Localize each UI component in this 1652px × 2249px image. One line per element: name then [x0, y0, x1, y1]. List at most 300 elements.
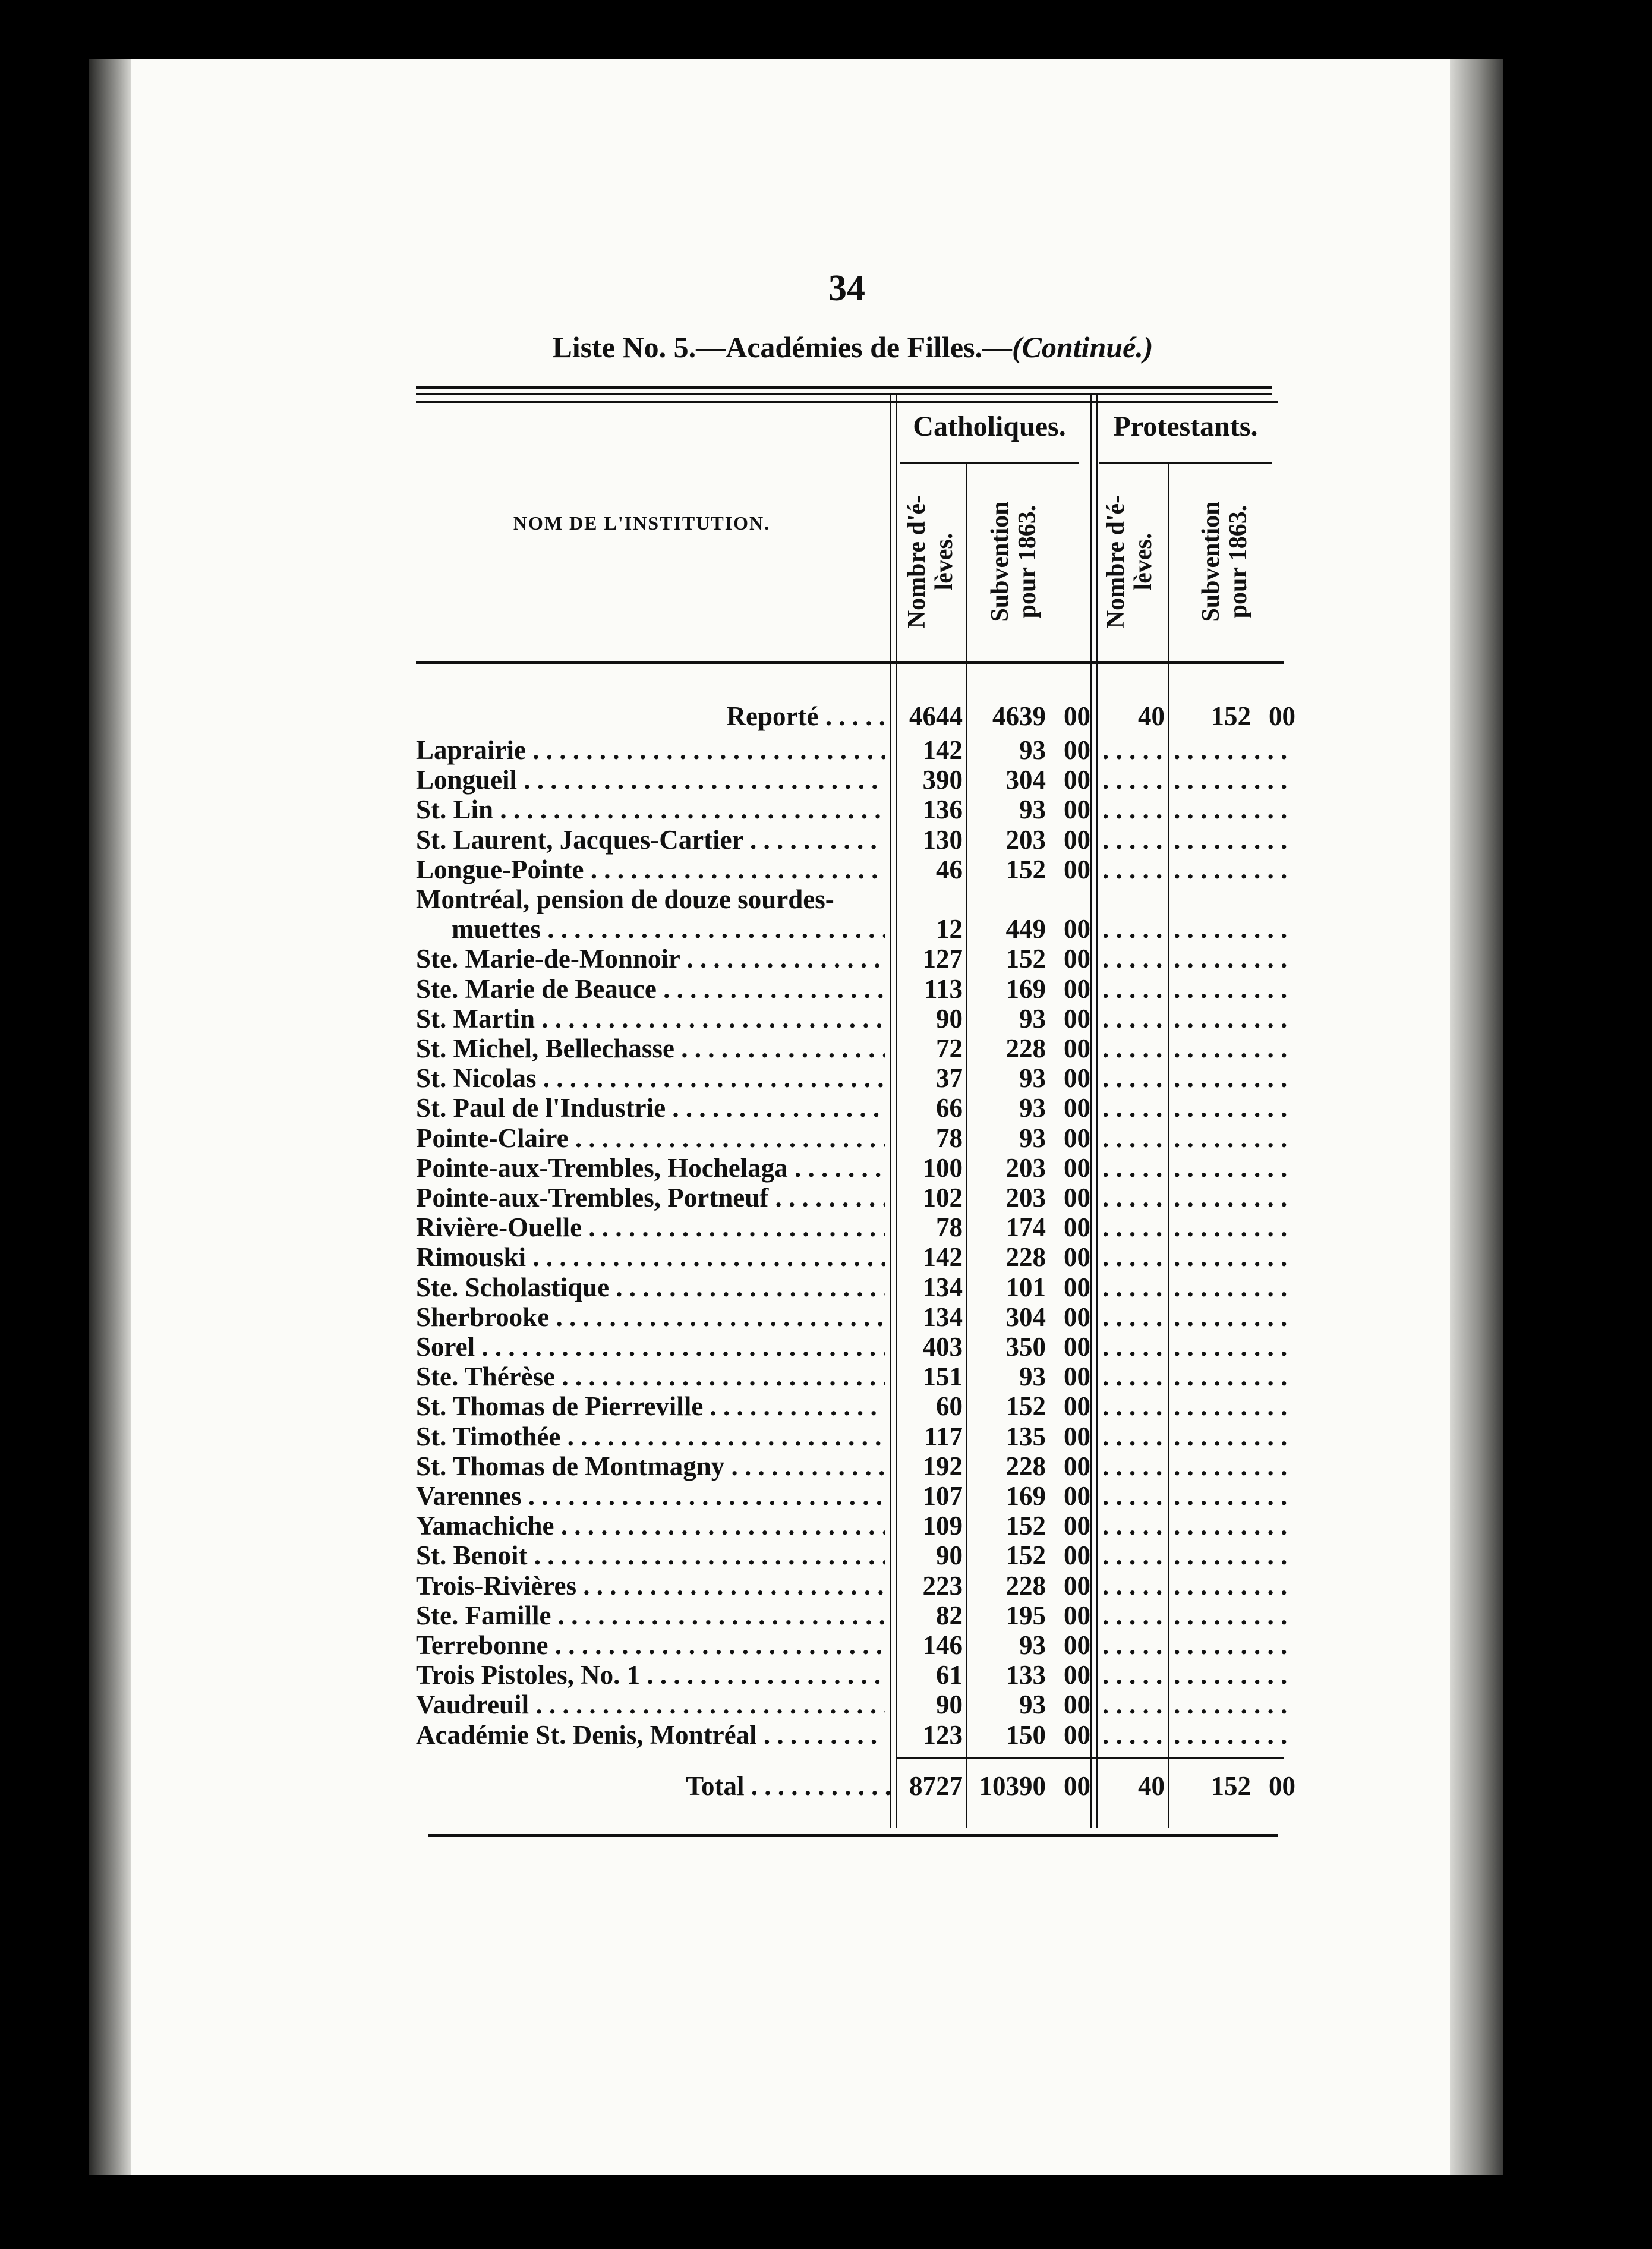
header-bottom-rule: [416, 661, 1284, 664]
list-title-continued: (Continué.): [1011, 330, 1153, 364]
prot-subvention-dots: [1174, 735, 1290, 765]
table-row: [0, 795, 1652, 824]
reporte-prot-subvention: 152: [1210, 701, 1251, 731]
prot-subvention-dots: [1174, 825, 1290, 855]
prot-nombre-dots: [1102, 1720, 1165, 1750]
cat-nombre: 90: [936, 1541, 963, 1570]
table-row: [0, 1541, 1652, 1570]
prot-subvention-dots: [1174, 1481, 1290, 1511]
table-row: [0, 1093, 1652, 1123]
cat-nombre: 61: [936, 1660, 963, 1690]
leader-dots: [788, 1153, 885, 1183]
top-rule-3: [416, 401, 1278, 403]
institution-name: [416, 855, 885, 884]
prot-nombre-dots: [1102, 1422, 1165, 1451]
institution-name-text: Ste. Thérèse: [416, 1362, 556, 1391]
table-row: [0, 1242, 1652, 1272]
cat-cents: 00: [1064, 795, 1090, 824]
cat-subvention: 93: [1019, 1362, 1046, 1391]
cat-nombre: 151: [922, 1362, 963, 1391]
prot-nombre-dots: [1102, 1004, 1165, 1034]
institution-name: [416, 914, 885, 944]
cat-nombre: 390: [922, 765, 963, 795]
prot-subvention-dots: [1174, 914, 1290, 944]
institution-name-text: Sorel: [416, 1332, 475, 1362]
cat-subvention: 228: [1005, 1242, 1046, 1272]
prot-subvention-dots: [1174, 1212, 1290, 1242]
cat-nombre: 72: [936, 1034, 963, 1063]
institution-name-text: Ste. Famille: [416, 1601, 551, 1630]
prot-nombre-dots: [1102, 1183, 1165, 1212]
institution-name: [416, 1690, 885, 1719]
institution-name-text: St. Lin: [416, 795, 494, 824]
table-row: [0, 765, 1652, 795]
reporte-cat-cents: 00: [1064, 701, 1090, 731]
prot-nombre-dots: [1102, 1391, 1165, 1421]
prot-nombre-dots: [1102, 1630, 1165, 1660]
leader-dots: [554, 1511, 885, 1541]
institution-name: [416, 1362, 885, 1391]
prot-nombre-dots: [1102, 1690, 1165, 1719]
institution-name: [416, 884, 885, 914]
page-number: 34: [828, 268, 865, 308]
cat-cents: 00: [1064, 1720, 1090, 1750]
cat-cents: 00: [1064, 1093, 1090, 1123]
header-prot-subvention: [1197, 484, 1257, 639]
cat-subvention: 150: [1005, 1720, 1046, 1750]
header-cat-nombre-line2: lèves.: [931, 533, 958, 591]
leader-dots: [548, 1630, 885, 1660]
leader-dots: [757, 1720, 885, 1750]
prot-nombre-dots: [1102, 1571, 1165, 1601]
cat-subvention: 228: [1005, 1034, 1046, 1063]
institution-name: [416, 1630, 885, 1660]
cat-subvention: 203: [1005, 825, 1046, 855]
header-protestants: Protestants.: [1113, 411, 1258, 442]
prot-subvention-dots: [1174, 1690, 1290, 1719]
cat-nombre: 134: [922, 1302, 963, 1332]
top-rule-2: [416, 393, 1272, 395]
list-title: [493, 330, 1212, 364]
prot-subvention-dots: [1174, 1153, 1290, 1183]
cat-cents: 00: [1064, 1630, 1090, 1660]
cat-nombre: 90: [936, 1004, 963, 1034]
total-cat-nombre: 8727: [909, 1771, 963, 1801]
institution-name: [416, 1212, 885, 1242]
table-row: [0, 735, 1652, 765]
total-prot-cents: 00: [1269, 1771, 1295, 1801]
cat-cents: 00: [1064, 1153, 1090, 1183]
cat-nombre: 142: [922, 735, 963, 765]
institution-name-text: St. Thomas de Montmagny: [416, 1451, 725, 1481]
institution-name-text: Ste. Marie de Beauce: [416, 974, 657, 1004]
prot-subvention-dots: [1174, 1451, 1290, 1481]
cat-cents: 00: [1064, 825, 1090, 855]
total-cat-subvention: 10390: [979, 1771, 1046, 1801]
prot-subvention-dots: [1174, 1362, 1290, 1391]
institution-name-text: Rivière-Ouelle: [416, 1212, 582, 1242]
institution-name-text: St. Nicolas: [416, 1063, 537, 1093]
prot-subvention-dots: [1174, 855, 1290, 884]
leader-dots: [560, 1422, 885, 1451]
leader-dots: [582, 1212, 885, 1242]
cat-nombre: 403: [922, 1332, 963, 1362]
institution-name-text: Vaudreuil: [416, 1690, 529, 1719]
cat-nombre: 66: [936, 1093, 963, 1123]
total-label-text: Total: [686, 1771, 745, 1801]
leader-dots: [541, 914, 885, 944]
cat-subvention: 93: [1019, 1004, 1046, 1034]
cat-nombre: 117: [923, 1422, 963, 1451]
institution-name-text: Trois Pistoles, No. 1: [416, 1660, 641, 1690]
prot-subvention-dots: [1174, 944, 1290, 974]
cat-cents: 00: [1064, 974, 1090, 1004]
institution-name: [416, 765, 885, 795]
prot-nombre-dots: [1102, 1451, 1165, 1481]
leader-dots: [674, 1034, 885, 1063]
prot-nombre-dots: [1102, 1034, 1165, 1063]
leader-dots: [493, 795, 885, 824]
prot-nombre-dots: [1102, 765, 1165, 795]
cat-cents: 00: [1064, 1422, 1090, 1451]
leader-dots: [555, 1362, 885, 1391]
header-prot-subvention-line1: Subvention: [1197, 501, 1225, 622]
prot-nombre-dots: [1102, 1362, 1165, 1391]
reporte-prot-nombre: 40: [1138, 701, 1165, 731]
table-row: [0, 1481, 1652, 1511]
institution-name-text: Pointe-aux-Trembles, Portneuf: [416, 1183, 769, 1212]
cat-nombre: 82: [936, 1601, 963, 1630]
cat-subvention: 304: [1005, 765, 1046, 795]
prot-subvention-dots: [1174, 974, 1290, 1004]
cat-cents: 00: [1064, 1362, 1090, 1391]
prot-subvention-dots: [1174, 1571, 1290, 1601]
cat-subvention: 135: [1005, 1422, 1046, 1451]
cat-nombre: 78: [936, 1123, 963, 1153]
institution-name-text: Pointe-Claire: [416, 1123, 569, 1153]
prot-subvention-dots: [1174, 1601, 1290, 1630]
institution-name: [416, 1004, 885, 1034]
institution-name: [416, 1093, 885, 1123]
table-row: [0, 1302, 1652, 1332]
cat-nombre: 142: [922, 1242, 963, 1272]
institution-name: [416, 825, 885, 855]
prot-nombre-dots: [1102, 1063, 1165, 1093]
prot-subvention-dots: [1174, 1332, 1290, 1362]
cat-nombre: 134: [922, 1272, 963, 1302]
prot-nombre-dots: [1102, 825, 1165, 855]
cat-nombre: 100: [922, 1153, 963, 1183]
prot-nombre-dots: [1102, 914, 1165, 944]
table-row: [0, 1660, 1652, 1690]
cat-nombre: 78: [936, 1212, 963, 1242]
leader-dots: [522, 1481, 885, 1511]
cat-cents: 00: [1064, 914, 1090, 944]
prot-nombre-dots: [1102, 944, 1165, 974]
header-cat-subvention-line2: pour 1863.: [1014, 505, 1041, 619]
cat-cents: 00: [1064, 1690, 1090, 1719]
prot-nombre-dots: [1102, 1242, 1165, 1272]
total-label-dots: . . . . . . . . . . .: [744, 1771, 891, 1801]
cat-subvention: 101: [1005, 1272, 1046, 1302]
prot-nombre-dots: [1102, 855, 1165, 884]
institution-name: [416, 1063, 885, 1093]
leader-dots: [680, 944, 885, 974]
prot-nombre-dots: [1102, 1153, 1165, 1183]
cat-cents: 00: [1064, 1212, 1090, 1242]
cat-subvention: 152: [1005, 944, 1046, 974]
institution-name: [416, 1034, 885, 1063]
cat-subvention: 169: [1005, 1481, 1046, 1511]
total-rule: [897, 1757, 1284, 1759]
institution-name-text: Terrebonne: [416, 1630, 548, 1660]
prot-subvention-dots: [1174, 1093, 1290, 1123]
prot-nombre-dots: [1102, 1332, 1165, 1362]
reporte-cat-nombre: 4644: [909, 701, 963, 731]
institution-name-text: Rimouski: [416, 1242, 527, 1272]
prot-subvention-dots: [1174, 1422, 1290, 1451]
institution-name-text: St. Laurent, Jacques-Cartier: [416, 825, 743, 855]
institution-name: [416, 735, 885, 765]
cat-cents: 00: [1064, 765, 1090, 795]
leader-dots: [549, 1302, 885, 1332]
institution-name: [416, 1302, 885, 1332]
header-cat-nombre-line1: Nombre d'é-: [903, 494, 931, 629]
cat-nombre: 123: [922, 1720, 963, 1750]
leader-dots: [537, 1063, 886, 1093]
prot-nombre-dots: [1102, 1093, 1165, 1123]
table-row: [0, 1004, 1652, 1034]
prot-nombre-dots: [1102, 1481, 1165, 1511]
cat-subvention: 152: [1005, 1541, 1046, 1570]
cat-cents: 00: [1064, 855, 1090, 884]
institution-name-text: St. Martin: [416, 1004, 535, 1034]
prot-nombre-dots: [1102, 1272, 1165, 1302]
leader-dots: [475, 1332, 885, 1362]
leader-dots: [569, 1123, 885, 1153]
institution-name-text: St. Benoit: [416, 1541, 528, 1570]
reporte-label-dots: . . . . .: [818, 701, 885, 731]
institution-name: [416, 1541, 885, 1570]
institution-name: [416, 1242, 885, 1272]
cat-cents: 00: [1064, 1302, 1090, 1332]
cat-nombre: 109: [922, 1511, 963, 1541]
table-row: [0, 944, 1652, 974]
reporte-prot-cents: 00: [1269, 701, 1295, 731]
cat-nombre: 136: [922, 795, 963, 824]
institution-name-text: St. Thomas de Pierreville: [416, 1391, 704, 1421]
prot-nombre-dots: [1102, 1660, 1165, 1690]
cat-subvention: 93: [1019, 735, 1046, 765]
table-row: [0, 1272, 1652, 1302]
cat-cents: 00: [1064, 735, 1090, 765]
institution-name-text: St. Paul de l'Industrie: [416, 1093, 666, 1123]
header-catholiques: Catholiques.: [913, 411, 1066, 442]
institution-name: [416, 1481, 885, 1511]
cat-subvention: 93: [1019, 795, 1046, 824]
table-row: [0, 1391, 1652, 1421]
cat-subvention: 93: [1019, 1093, 1046, 1123]
table-row: [0, 1451, 1652, 1481]
cat-cents: 00: [1064, 1451, 1090, 1481]
leader-dots: [526, 1242, 885, 1272]
prot-nombre-dots: [1102, 1212, 1165, 1242]
prot-subvention-dots: [1174, 1720, 1290, 1750]
institution-name: [416, 1571, 885, 1601]
institution-name: [416, 1720, 885, 1750]
institution-name: [416, 1123, 885, 1153]
prot-nombre-dots: [1102, 1123, 1165, 1153]
table-row: [0, 1332, 1652, 1362]
table-row: [0, 1212, 1652, 1242]
leader-dots: [528, 1541, 885, 1570]
prot-subvention-dots: [1174, 1541, 1290, 1570]
header-cat-subvention-line1: Subvention: [986, 501, 1014, 622]
cat-subvention: 133: [1005, 1660, 1046, 1690]
table-row: [0, 1571, 1652, 1601]
list-title-main: Liste No. 5.—Académies de Filles.—: [552, 330, 1012, 364]
cat-subvention: 152: [1005, 855, 1046, 884]
total-prot-nombre: 40: [1138, 1771, 1165, 1801]
cat-subvention: 304: [1005, 1302, 1046, 1332]
prot-nombre-dots: [1102, 795, 1165, 824]
prot-subvention-dots: [1174, 795, 1290, 824]
institution-name-text: St. Timothée: [416, 1422, 561, 1451]
institution-name: [416, 1332, 885, 1362]
prot-nombre-dots: [1102, 1541, 1165, 1570]
top-rule-1: [416, 386, 1272, 389]
bottom-rule: [428, 1834, 1278, 1837]
total-cat-cents: 00: [1064, 1771, 1090, 1801]
header-prot-nombre-line2: lèves.: [1130, 533, 1157, 591]
table-row: [0, 974, 1652, 1004]
institution-name-text: Laprairie: [416, 735, 526, 765]
prot-nombre-dots: [1102, 1601, 1165, 1630]
cat-subvention: 350: [1005, 1332, 1046, 1362]
cat-subvention: 152: [1005, 1391, 1046, 1421]
institution-name: [416, 1272, 885, 1302]
table-row: [0, 1362, 1652, 1391]
cat-cents: 00: [1064, 1123, 1090, 1153]
reporte-label: [416, 701, 885, 731]
cat-nombre: 192: [922, 1451, 963, 1481]
cat-cents: 00: [1064, 944, 1090, 974]
institution-name: [416, 795, 885, 824]
cat-nombre: 37: [936, 1063, 963, 1093]
institution-name-text: Varennes: [416, 1481, 522, 1511]
cat-nombre: 12: [936, 914, 963, 944]
cat-nombre: 146: [922, 1630, 963, 1660]
cat-cents: 00: [1064, 1272, 1090, 1302]
cat-cents: 00: [1064, 1242, 1090, 1272]
prot-subvention-dots: [1174, 1123, 1290, 1153]
table-row: [0, 1183, 1652, 1212]
prot-subvention-dots: [1174, 1511, 1290, 1541]
leader-dots: [666, 1093, 885, 1123]
leader-dots: [743, 825, 885, 855]
leader-dots: [551, 1601, 885, 1630]
institution-name: [416, 1601, 885, 1630]
table-row: [0, 855, 1652, 884]
table-row: [0, 1511, 1652, 1541]
cat-cents: 00: [1064, 1601, 1090, 1630]
cat-cents: 00: [1064, 1660, 1090, 1690]
table-row: [0, 825, 1652, 855]
institution-name-text: Pointe-aux-Trembles, Hochelaga: [416, 1153, 788, 1183]
prot-subvention-dots: [1174, 1272, 1290, 1302]
prot-nombre-dots: [1102, 1511, 1165, 1541]
protestants-underline: [1099, 462, 1272, 464]
leader-dots: [535, 1004, 885, 1034]
cat-subvention: 93: [1019, 1063, 1046, 1093]
table-row: [0, 1690, 1652, 1719]
cat-nombre: 46: [936, 855, 963, 884]
table-row: [0, 1153, 1652, 1183]
prot-subvention-dots: [1174, 1034, 1290, 1063]
total-label: [416, 1771, 891, 1801]
cat-nombre: 223: [922, 1571, 963, 1601]
prot-subvention-dots: [1174, 1004, 1290, 1034]
reporte-label-text: Reporté: [726, 701, 819, 731]
cat-cents: 00: [1064, 1004, 1090, 1034]
table-row: [0, 1720, 1652, 1750]
header-cat-nombre: [903, 484, 963, 639]
leader-dots: [640, 1660, 885, 1690]
institution-name-text: Ste. Marie-de-Monnoir: [416, 944, 680, 974]
cat-nombre: 60: [936, 1391, 963, 1421]
institution-name-text: St. Michel, Bellechasse: [416, 1034, 674, 1063]
prot-subvention-dots: [1174, 1630, 1290, 1660]
cat-subvention: 195: [1005, 1601, 1046, 1630]
table-row: [0, 1063, 1652, 1093]
leader-dots: [609, 1272, 885, 1302]
leader-dots: [517, 765, 885, 795]
institution-name-text: Longue-Pointe: [416, 855, 584, 884]
institution-name-text: Montréal, pension de douze sourdes-: [416, 884, 834, 914]
institution-name: [416, 1511, 885, 1541]
institution-name-text: Longueil: [416, 765, 518, 795]
cat-nombre: 130: [922, 825, 963, 855]
reporte-cat-subvention: 4639: [992, 701, 1046, 731]
prot-nombre-dots: [1102, 735, 1165, 765]
total-row: [0, 1771, 1652, 1801]
header-nom-institution: NOM DE L'INSTITUTION.: [513, 512, 771, 534]
institution-name-text: muettes: [452, 914, 541, 944]
institution-name: [416, 1153, 885, 1183]
prot-subvention-dots: [1174, 1242, 1290, 1272]
cat-nombre: 107: [922, 1481, 963, 1511]
prot-subvention-dots: [1174, 1391, 1290, 1421]
cat-subvention: 228: [1005, 1451, 1046, 1481]
leader-dots: [724, 1451, 885, 1481]
cat-cents: 00: [1064, 1571, 1090, 1601]
cat-subvention: 152: [1005, 1511, 1046, 1541]
prot-nombre-dots: [1102, 974, 1165, 1004]
leader-dots: [768, 1183, 885, 1212]
cat-nombre: 113: [923, 974, 963, 1004]
cat-subvention: 203: [1005, 1153, 1046, 1183]
table-row: [0, 1601, 1652, 1630]
leader-dots: [657, 974, 885, 1004]
institution-name: [416, 1391, 885, 1421]
prot-nombre-dots: [1102, 1302, 1165, 1332]
cat-subvention: 93: [1019, 1630, 1046, 1660]
leader-dots: [526, 735, 885, 765]
cat-cents: 00: [1064, 1391, 1090, 1421]
institution-name: [416, 944, 885, 974]
table-row: [0, 1422, 1652, 1451]
institution-name-text: Trois-Rivières: [416, 1571, 576, 1601]
